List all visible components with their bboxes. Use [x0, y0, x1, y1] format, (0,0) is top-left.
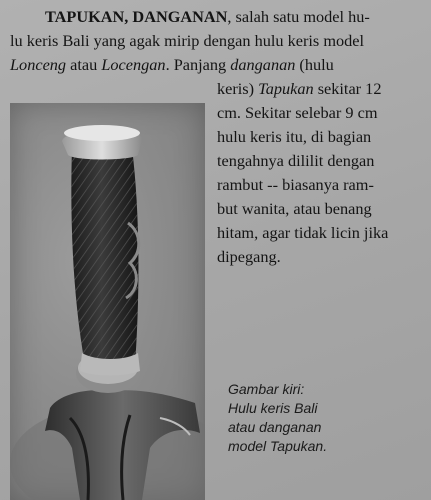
article-line-1 [45, 5, 370, 29]
caption-line: atau danganan [228, 419, 322, 435]
text-segment: atau [66, 55, 102, 74]
text-segment: Lonceng [10, 55, 67, 74]
text-segment: Locengan [101, 55, 166, 74]
text-segment: . Panjang [165, 55, 231, 74]
caption-line: Gambar kiri: [228, 381, 305, 397]
text-segment: cm. Sekitar selebar 9 cm [217, 103, 378, 122]
caption-line: model Tapukan. [228, 438, 328, 454]
article-line-4 [217, 77, 381, 101]
text-segment: danganan [230, 55, 296, 74]
text-segment: , salah satu model hu- [227, 7, 370, 26]
article-line-6 [217, 125, 371, 149]
text-segment: hulu keris itu, di bagian [217, 127, 372, 146]
text-segment: sekitar 12 [313, 79, 382, 98]
article-line-9 [217, 197, 372, 221]
text-segment: lu keris Bali yang agak mirip dengan hulu keris model [10, 31, 365, 50]
text-segment: TAPUKAN, DANGANAN [45, 7, 228, 26]
caption-line: Hulu keris Bali [228, 400, 318, 416]
text-segment: rambut -- biasanya ram- [217, 175, 374, 194]
keris-handle-illustration [10, 103, 205, 500]
text-segment: but wanita, atau benang [217, 199, 372, 218]
article-line-2 [10, 29, 364, 53]
text-segment: dipegang. [217, 247, 281, 266]
text-segment: keris) [217, 79, 259, 98]
article-line-8 [217, 173, 374, 197]
figure-caption [228, 380, 418, 456]
article-line-3 [10, 53, 334, 77]
text-segment: hitam, agar tidak licin jika [217, 223, 389, 242]
text-segment: (hulu [295, 55, 334, 74]
article-line-10 [217, 221, 388, 245]
keris-handle-photo [10, 103, 205, 500]
article-line-5 [217, 101, 378, 125]
text-segment: tengahnya dililit dengan [217, 151, 375, 170]
article-line-7 [217, 149, 374, 173]
article-line-11 [217, 245, 281, 269]
text-segment: Tapukan [258, 79, 314, 98]
